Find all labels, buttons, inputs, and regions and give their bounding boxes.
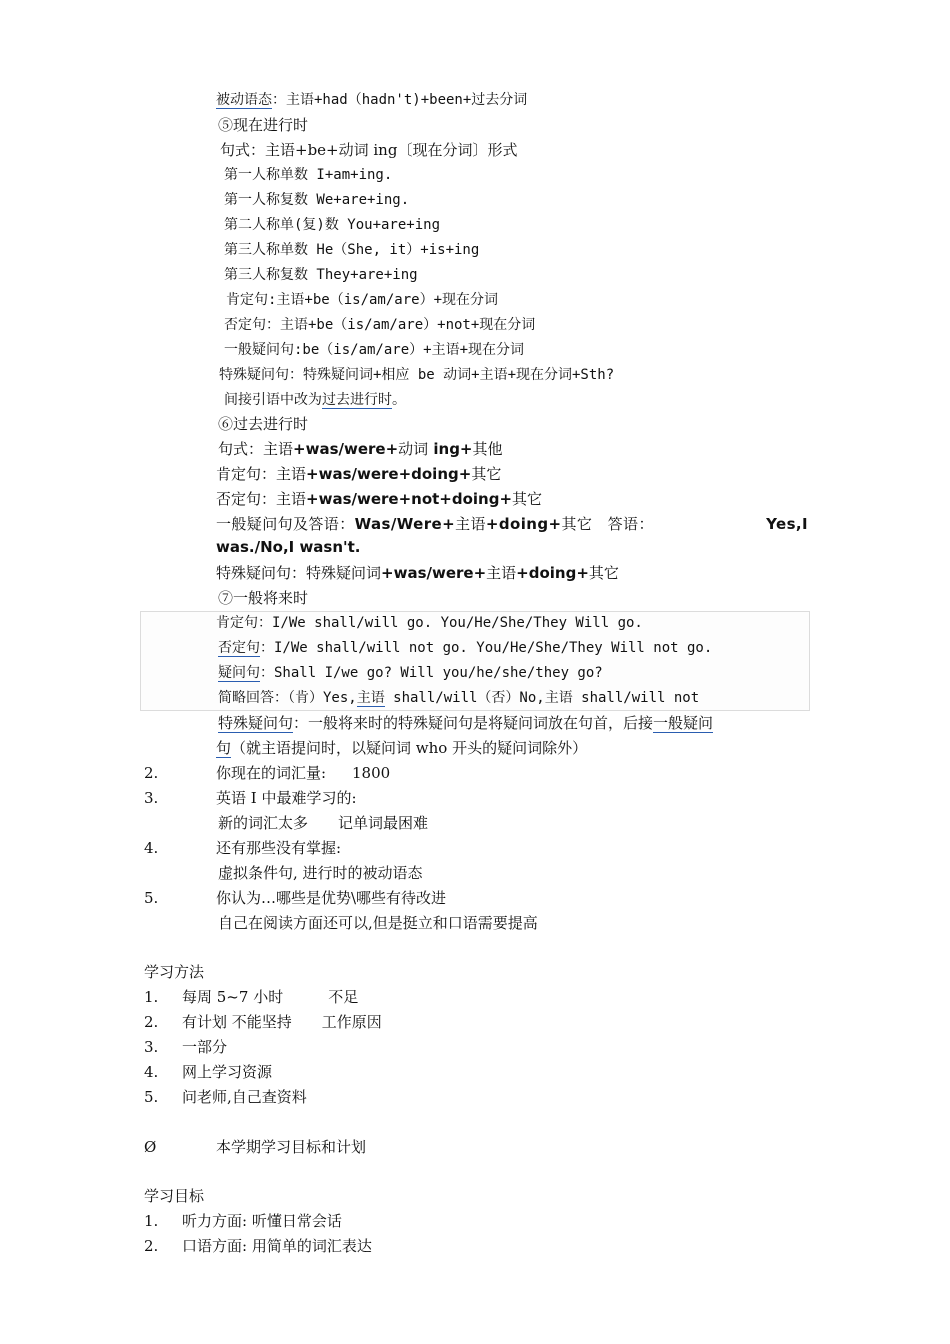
future-negative bbox=[218, 638, 712, 658]
bullet-icon: Ø bbox=[144, 1138, 157, 1156]
survey-answer: 虚拟条件句, 进行时的被动语态 bbox=[218, 864, 423, 882]
sp-text: 主语 bbox=[486, 564, 517, 582]
past-continuous-question bbox=[216, 514, 808, 534]
sp-text: 其它 bbox=[588, 564, 619, 582]
method-item: 每周 5~7 小时 不足 bbox=[182, 988, 359, 1006]
q-text: 主语 bbox=[455, 515, 486, 533]
affirm-bold: +was/were+doing+ bbox=[306, 465, 472, 483]
yesno-question-link: 一般疑问 bbox=[653, 714, 714, 732]
special-label: 特殊疑问句 bbox=[218, 714, 294, 732]
pc-row: 第一人称复数 We+are+ing. bbox=[224, 192, 410, 208]
method-item: 有计划 不能坚持 工作原因 bbox=[182, 1013, 382, 1031]
method-item: 问老师,自己查资料 bbox=[182, 1088, 307, 1106]
past-continuous-answer: was./No,I wasn't. bbox=[216, 538, 361, 556]
past-continuous-link: 过去进行时 bbox=[322, 392, 392, 408]
pc-row: 肯定句:主语+be（is/am/are）+现在分词 bbox=[226, 292, 499, 308]
sp-bold: +was/were+ bbox=[381, 564, 487, 582]
goals-title: 学习目标 bbox=[144, 1187, 205, 1205]
q-text: ：Shall I/we go? Will you/he/she/they go? bbox=[260, 665, 603, 681]
pattern-bold: +was/were+ bbox=[293, 440, 399, 458]
goal-item: 口语方面: 用简单的词汇表达 bbox=[182, 1237, 372, 1255]
list-number: 5. bbox=[144, 1088, 159, 1106]
present-continuous-heading: ⑤现在进行时 bbox=[218, 116, 309, 134]
pc-row: 第一人称单数 I+am+ing. bbox=[224, 167, 393, 183]
semester-heading: 本学期学习目标和计划 bbox=[216, 1138, 367, 1156]
q-text: 一般疑问句及答语： bbox=[216, 515, 355, 533]
methods-title: 学习方法 bbox=[144, 963, 205, 981]
q-bold: +doing+ bbox=[485, 515, 562, 533]
goal-item: 听力方面: 听懂日常会话 bbox=[182, 1212, 342, 1230]
list-number: 2. bbox=[144, 1013, 159, 1031]
q-label: 疑问句 bbox=[218, 665, 260, 681]
pc-row: 一般疑问句:be（is/am/are）+主语+现在分词 bbox=[224, 342, 525, 358]
neg-text: 否定句：主语 bbox=[216, 490, 307, 508]
passive-voice-label: 被动语态 bbox=[216, 92, 272, 108]
survey-answer: 自己在阅读方面还可以,但是挺立和口语需要提高 bbox=[218, 914, 538, 932]
pc-row: 第二人称单(复)数 You+are+ing bbox=[224, 217, 441, 233]
future-brief-answer bbox=[218, 688, 699, 708]
brief-text: shall/will（否）No,主语 shall/will not bbox=[384, 690, 700, 706]
future-affirm: 肯定句：I/We shall/will go. You/He/She/They Will go. bbox=[216, 615, 643, 631]
pc-row: 第三人称复数 They+are+ing bbox=[224, 267, 418, 283]
list-number: 2. bbox=[144, 764, 159, 782]
list-number: 4. bbox=[144, 839, 159, 857]
present-continuous-pattern: 句式：主语+be+动词 ing〔现在分词〕形式 bbox=[220, 141, 518, 159]
future-question bbox=[218, 663, 603, 683]
past-continuous-heading: ⑥过去进行时 bbox=[218, 415, 309, 433]
indirect-suffix: 。 bbox=[392, 392, 406, 408]
subject-link: 主语 bbox=[356, 690, 385, 706]
q-text: 其它 答语： bbox=[561, 515, 654, 533]
list-number: 2. bbox=[144, 1237, 159, 1255]
past-continuous-negative bbox=[216, 489, 542, 509]
survey-question: 你认为…哪些是优势\哪些有待改进 bbox=[216, 889, 447, 907]
indirect-speech-line bbox=[224, 390, 406, 410]
past-continuous-affirm bbox=[216, 464, 501, 484]
indirect-prefix: 间接引语中改为 bbox=[224, 392, 322, 408]
future-special-cont bbox=[216, 738, 587, 758]
q-bold: Was/Were+ bbox=[354, 515, 456, 533]
neg-label: 否定句 bbox=[218, 640, 260, 656]
method-item: 网上学习资源 bbox=[182, 1063, 273, 1081]
special-tail: （就主语提问时，以疑问词 who 开头的疑问词除外） bbox=[231, 739, 588, 757]
list-number: 4. bbox=[144, 1063, 159, 1081]
neg-text: 其它 bbox=[512, 490, 543, 508]
passive-voice-formula: ：主语+had（hadn't)+been+过去分词 bbox=[272, 92, 528, 108]
neg-text: ：I/We shall/will not go. You/He/She/They Will not go. bbox=[260, 640, 713, 656]
pattern-bold: ing+ bbox=[428, 440, 473, 458]
pattern-text: 其他 bbox=[472, 440, 503, 458]
yesno-question-link: 句 bbox=[216, 739, 232, 757]
affirm-text: 其它 bbox=[471, 465, 502, 483]
affirm-text: 肯定句：主语 bbox=[216, 465, 307, 483]
pc-row: 第三人称单数 He（She, it）+is+ing bbox=[224, 242, 480, 258]
pattern-text: 动词 bbox=[398, 440, 429, 458]
future-heading: ⑦一般将来时 bbox=[218, 589, 309, 607]
list-number: 1. bbox=[144, 1212, 159, 1230]
brief-text: 简略回答：（肯）Yes, bbox=[218, 690, 357, 706]
neg-bold: +was/were+not+doing+ bbox=[306, 490, 513, 508]
vocab-value: 1800 bbox=[352, 764, 391, 782]
method-item: 一部分 bbox=[182, 1038, 228, 1056]
sp-text: 特殊疑问句：特殊疑问词 bbox=[216, 564, 382, 582]
survey-question: 英语 I 中最难学习的: bbox=[216, 789, 357, 807]
survey-question: 还有那些没有掌握: bbox=[216, 839, 342, 857]
list-number: 3. bbox=[144, 789, 159, 807]
past-continuous-pattern bbox=[218, 439, 503, 459]
sp-bold: +doing+ bbox=[516, 564, 589, 582]
pattern-text: 句式：主语 bbox=[218, 440, 294, 458]
survey-answer: 新的词汇太多 记单词最困难 bbox=[218, 814, 429, 832]
list-number: 5. bbox=[144, 889, 159, 907]
pc-row: 特殊疑问句：特殊疑问词+相应 be 动词+主语+现在分词+Sth? bbox=[219, 367, 615, 383]
survey-question: 你现在的词汇量: bbox=[216, 764, 327, 782]
q-bold: Yes,I bbox=[766, 515, 808, 533]
list-number: 1. bbox=[144, 988, 159, 1006]
future-special bbox=[218, 713, 713, 733]
passive-voice-line bbox=[216, 90, 527, 110]
list-number: 3. bbox=[144, 1038, 159, 1056]
special-text: ：一般将来时的特殊疑问句是将疑问词放在句首，后接 bbox=[293, 714, 654, 732]
pc-row: 否定句：主语+be（is/am/are）+not+现在分词 bbox=[224, 317, 536, 333]
past-continuous-special bbox=[216, 563, 619, 583]
